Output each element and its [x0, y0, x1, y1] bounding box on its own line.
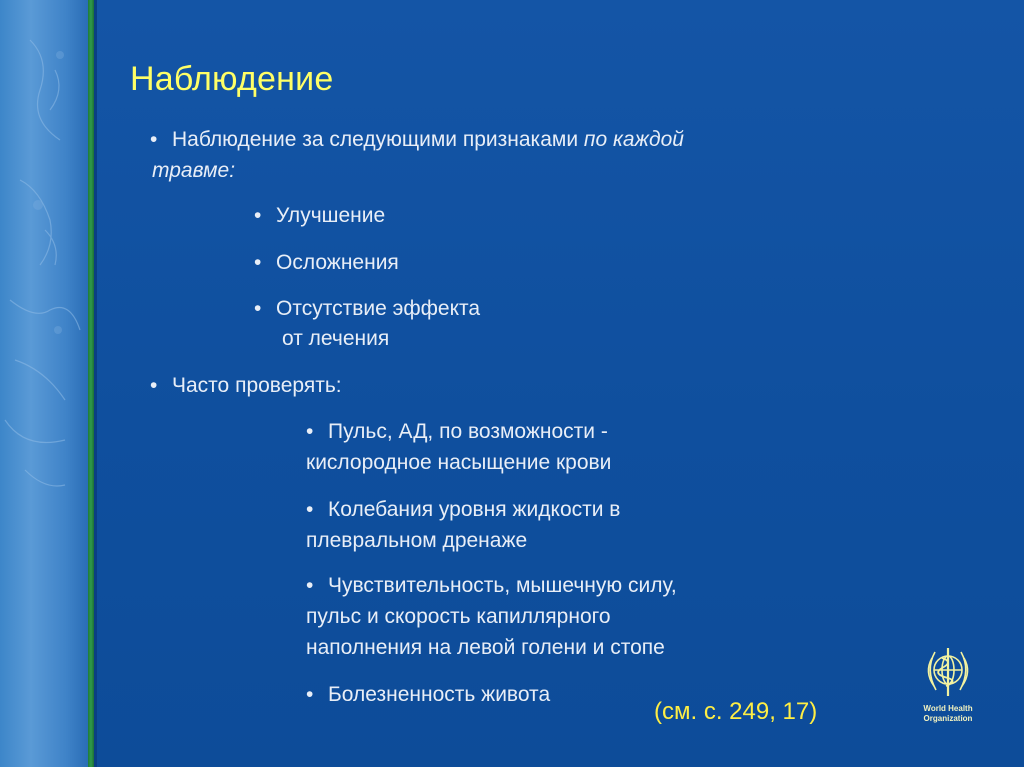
bullet-marker: •	[254, 297, 262, 320]
page-reference: (см. с. 249, 17)	[654, 698, 818, 725]
check-item-text: Чувствительность, мышечную силу,	[328, 574, 677, 597]
who-emblem-icon	[912, 644, 984, 704]
who-logo-text	[912, 704, 984, 724]
check-item	[306, 570, 677, 601]
sub-bullet-item	[254, 247, 399, 278]
check-item-text: Пульс, АД, по возможности -	[328, 420, 608, 443]
bullet-marker: •	[306, 498, 314, 521]
sub-bullet-item	[254, 200, 385, 231]
check-item	[306, 679, 550, 710]
bullet-marker: •	[150, 128, 158, 151]
bullet-item	[150, 124, 684, 155]
bullet-marker: •	[150, 374, 158, 397]
bullet-text-italic: по каждой	[583, 128, 684, 151]
bullet-text: Наблюдение за следующими признаками	[172, 128, 584, 151]
decorative-side-band	[0, 0, 88, 767]
dark-divider-stripe	[94, 0, 97, 767]
bullet-continuation: травме:	[152, 159, 236, 182]
bullet-text: Часто проверять:	[172, 374, 342, 397]
check-item	[306, 494, 620, 525]
check-item	[306, 416, 608, 447]
check-item-continuation: плевральном дренаже	[306, 529, 528, 552]
check-item-continuation: кислородное насыщение крови	[306, 451, 612, 474]
slide-title: Наблюдение	[130, 60, 334, 98]
bullet-marker: •	[306, 574, 314, 597]
bullet-marker: •	[306, 420, 314, 443]
bullet-item	[150, 370, 342, 401]
decorative-figure-icon	[0, 0, 88, 767]
sub-bullet-continuation: от лечения	[282, 327, 390, 350]
sub-bullet-text: Улучшение	[276, 204, 386, 227]
sub-bullet-text: Отсутствие эффекта	[276, 297, 481, 320]
sub-bullet-text: Осложнения	[276, 251, 399, 274]
who-logo-line: World Health	[923, 704, 973, 713]
who-logo	[912, 644, 984, 734]
bullet-marker: •	[254, 251, 262, 274]
who-logo-line: Organization	[923, 714, 973, 723]
sub-bullet-item	[254, 293, 480, 324]
bullet-marker: •	[254, 204, 262, 227]
check-item-text: Колебания уровня жидкости в	[328, 498, 621, 521]
bullet-marker: •	[306, 683, 314, 706]
check-item-continuation: наполнения на левой голени и стопе	[306, 636, 665, 659]
check-item-text: Болезненность живота	[328, 683, 551, 706]
check-item-continuation: пульс и скорость капиллярного	[306, 605, 611, 628]
